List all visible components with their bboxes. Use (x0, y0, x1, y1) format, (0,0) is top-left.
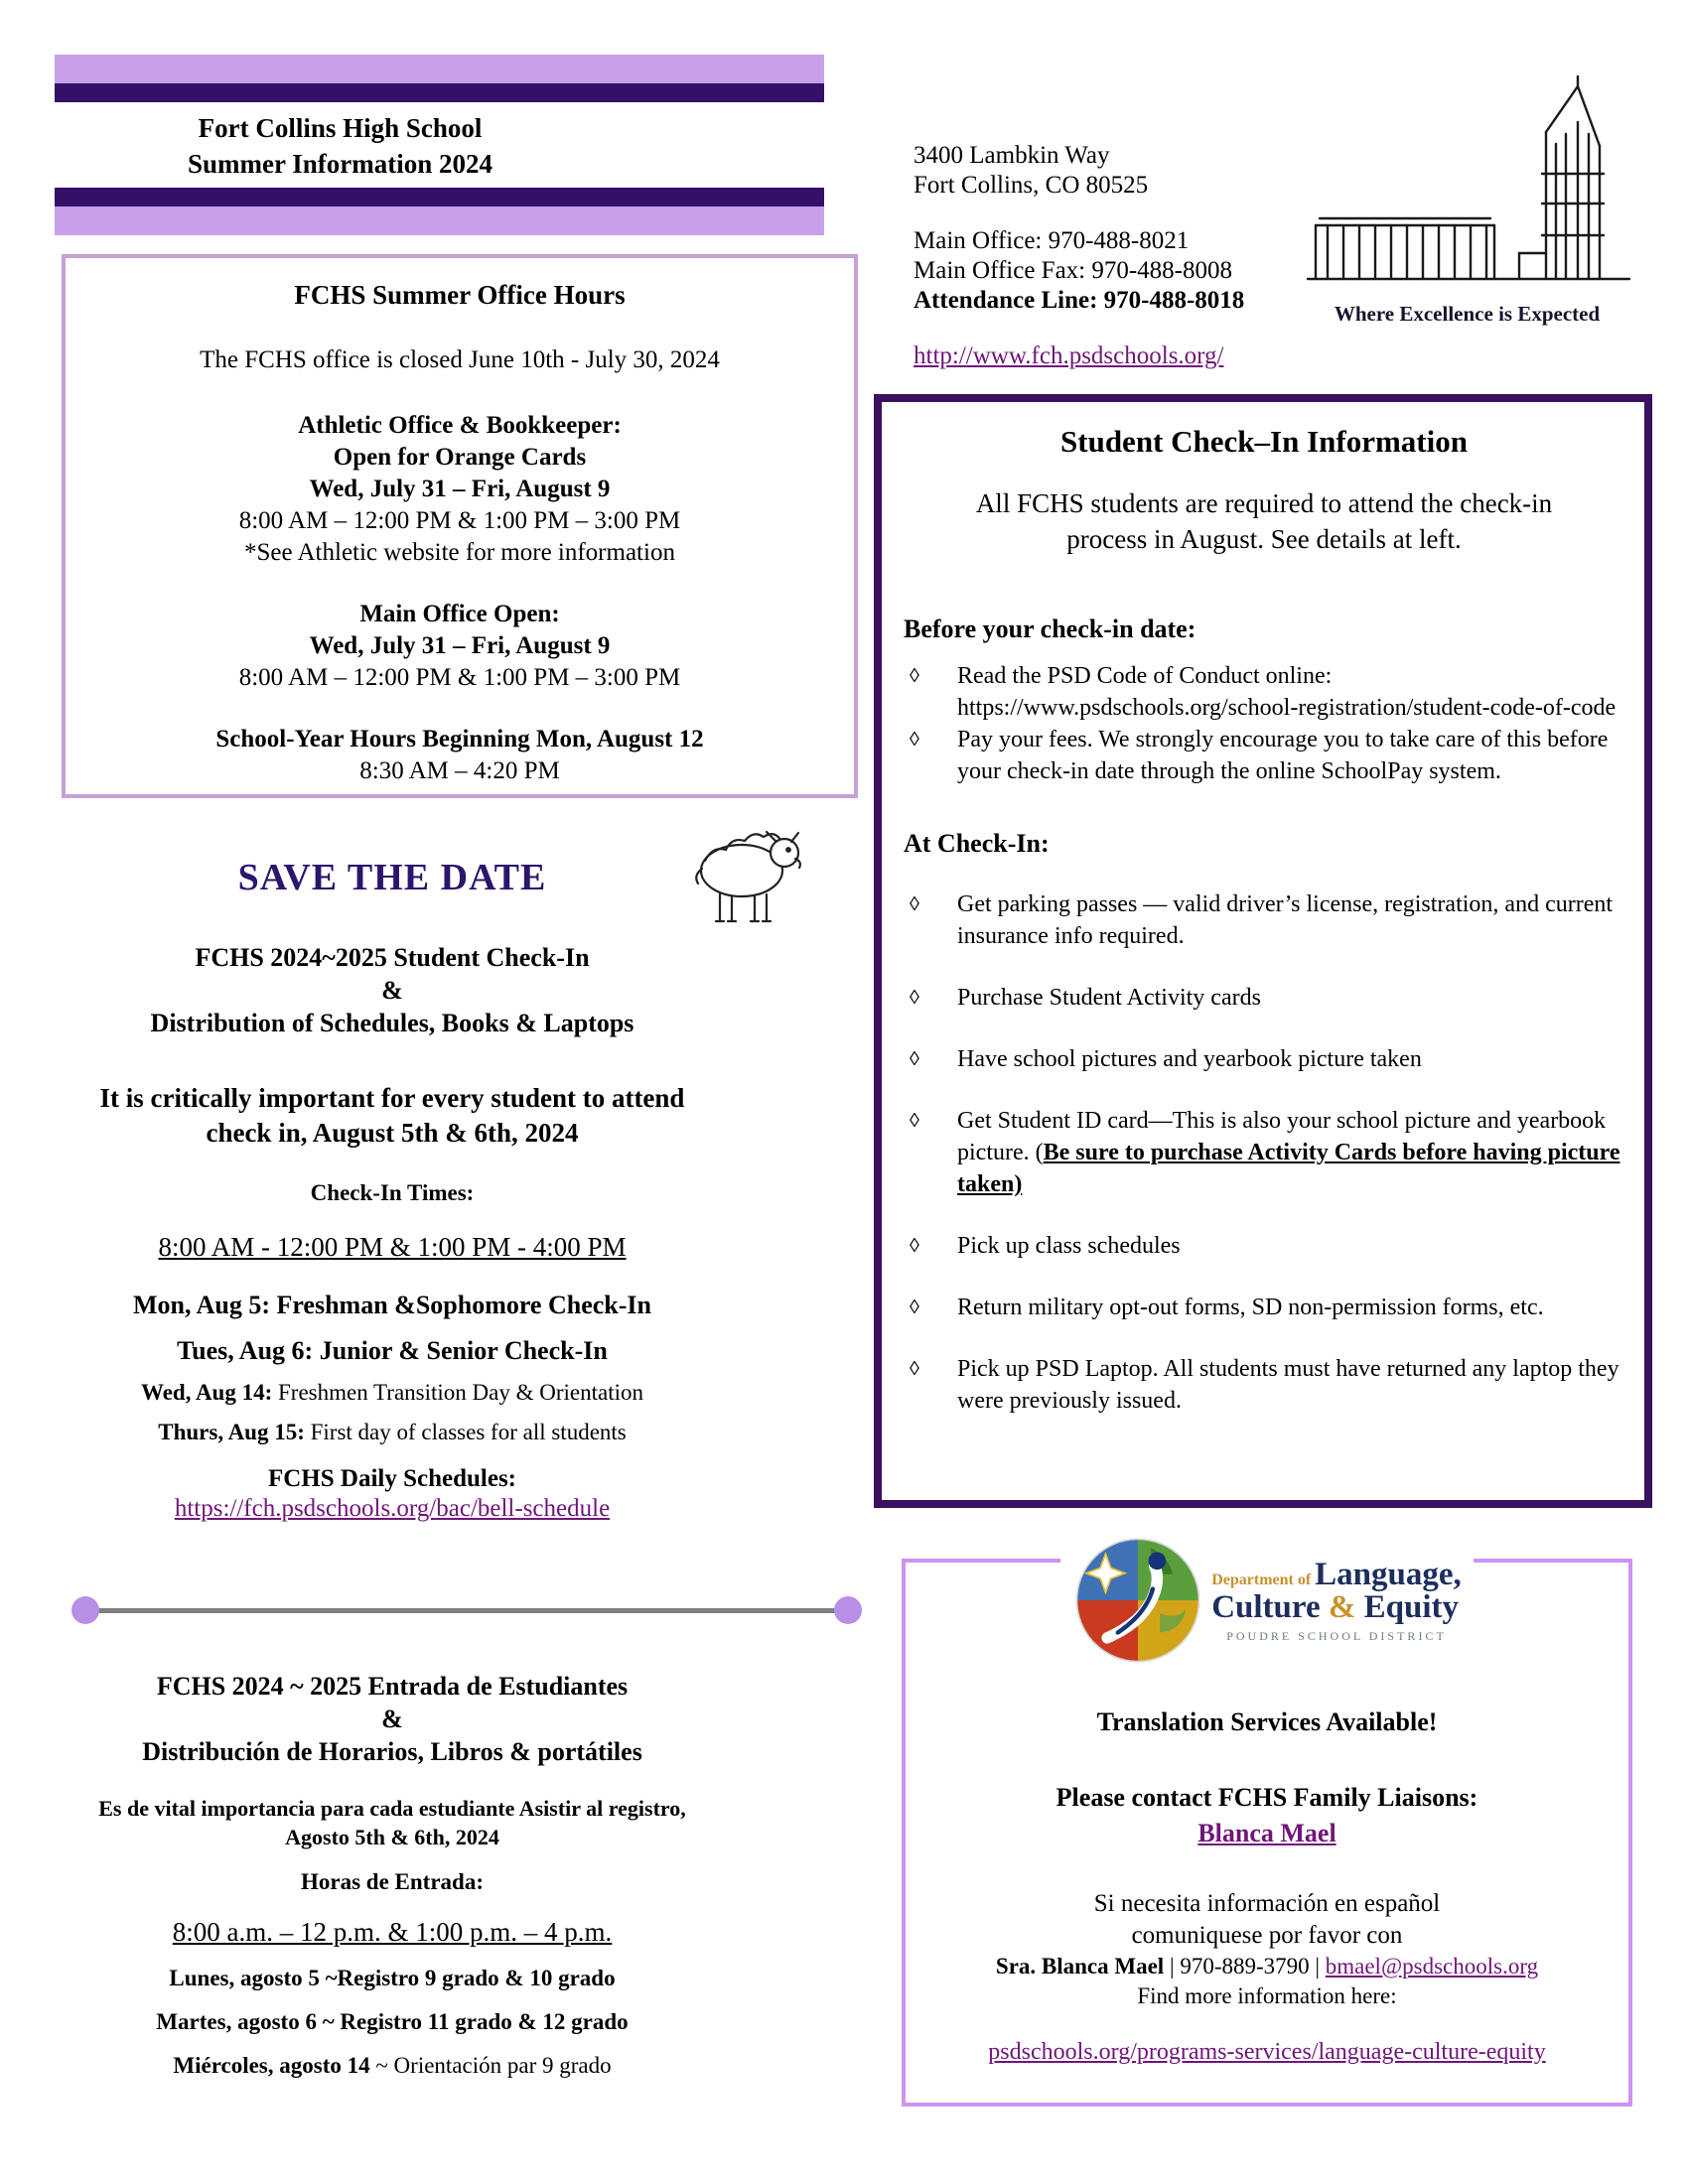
spanish-event-line1: FCHS 2024 ~ 2025 Entrada de Estudiantes (156, 1672, 629, 1701)
logo-word-equity: Equity (1355, 1589, 1459, 1625)
bullet-text: Purchase Student Activity cards (957, 985, 1261, 1011)
bullet-text-emphasis: Be sure to purchase Activity Cards before having picture taken) (957, 1140, 1620, 1197)
checkin-intro (904, 485, 1624, 557)
liaison-name: Sra. Blanca Mael (995, 1954, 1165, 1979)
logo-ampersand: & (1328, 1589, 1356, 1625)
list-item (904, 1043, 1624, 1075)
before-checkin-heading: Before your check-in date: (904, 614, 1196, 643)
main-office-heading: Main Office Open: (359, 601, 560, 627)
liaison-link-line (906, 1819, 1628, 1848)
checkin-intro-line1: All FCHS students are required to attend the check-in (975, 488, 1553, 518)
liaison-contact-line (906, 1952, 1628, 1981)
list-item (904, 1353, 1624, 1417)
diamond-bullet-icon: ◊ (910, 1110, 919, 1132)
spanish-info-line2: comuniquese por favor con (1131, 1922, 1403, 1949)
diamond-bullet-icon: ◊ (910, 665, 919, 687)
bullet-text: Pick up class schedules (957, 1233, 1181, 1259)
masthead-bar-light-bottom (55, 206, 824, 235)
lce-link-line (906, 2039, 1628, 2066)
checkin-times-label: Check-In Times: (310, 1180, 475, 1205)
athletic-office-heading: Athletic Office & Bookkeeper: (298, 412, 622, 439)
list-item (904, 1292, 1624, 1323)
checkin-box-title: Student Check–In Information (1060, 424, 1468, 459)
separator: | (1164, 1954, 1181, 1979)
thursday-label: Thurs, Aug 15: (158, 1420, 305, 1444)
spanish-wednesday-label: Miércoles, agosto 14 (173, 2053, 370, 2078)
diamond-bullet-icon: ◊ (910, 987, 919, 1009)
event-title-line1: FCHS 2024~2025 Student Check-In (195, 943, 590, 972)
list-item (904, 1230, 1624, 1262)
diamond-bullet-icon: ◊ (910, 1235, 919, 1257)
thursday-line (55, 1420, 730, 1445)
bullet-text: Have school pictures and yearbook picture taken (957, 1046, 1422, 1072)
masthead (55, 55, 824, 235)
page-title-line1: Fort Collins High School (198, 113, 483, 143)
fchs-tower-sketch-icon (1296, 74, 1638, 295)
checkin-intro-line2: process in August. See details at left. (1066, 524, 1462, 554)
section-divider (71, 1596, 862, 1624)
school-year-hours-heading: School-Year Hours Beginning Mon, August 12 (215, 726, 704, 752)
athletic-office-dates: Wed, July 31 – Fri, August 9 (309, 476, 611, 502)
divider-dot-right (834, 1596, 862, 1624)
bullet-text: Get parking passes — valid driver’s license, registration, and current insurance info required. (957, 891, 1614, 949)
spanish-important-line2: Agosto 5th & 6th, 2024 (285, 1825, 499, 1849)
language-culture-equity-logo (1060, 1535, 1474, 1666)
monday-checkin-line: Mon, Aug 5: Freshman &Sophomore Check-In (133, 1291, 651, 1319)
contact-block (914, 141, 1321, 371)
athletic-office-times: 8:00 AM – 12:00 PM & 1:00 PM – 3:00 PM (238, 507, 681, 534)
bell-schedule-link[interactable]: https://fch.psdschools.org/bac/bell-schedule (174, 1495, 611, 1522)
liaison-phone: 970-889-3790 (1180, 1954, 1310, 1979)
list-item (904, 1105, 1624, 1200)
spanish-important-note (55, 1794, 730, 1851)
athletic-office-line: Open for Orange Cards (333, 444, 587, 471)
event-title-amp: & (381, 976, 403, 1005)
bullet-text: Pay your fees. We strongly encourage you to take care of this before your check-in date through the online SchoolPay system. (957, 727, 1609, 784)
family-liaisons-heading: Please contact FCHS Family Liaisons: (1055, 1783, 1478, 1812)
liaison-email-link[interactable]: bmael@psdschools.org (1325, 1954, 1539, 1979)
tuesday-checkin-line: Tues, Aug 6: Junior & Senior Check-In (177, 1336, 608, 1365)
summer-office-hours-box (62, 254, 858, 798)
office-closed-note: The FCHS office is closed June 10th - July 30, 2024 (200, 346, 720, 373)
translation-services-box (902, 1559, 1632, 2107)
important-note-line2: check in, August 5th & 6th, 2024 (206, 1118, 579, 1148)
attendance-line: Attendance Line: 970-488-8018 (914, 287, 1245, 314)
student-checkin-info-box (874, 394, 1652, 1508)
main-office-phone: Main Office: 970-488-8021 (914, 227, 1190, 254)
list-item (904, 982, 1624, 1014)
athletic-website-note: *See Athletic website for more information (244, 539, 675, 566)
masthead-bar-dark-bottom (55, 188, 824, 206)
spanish-section (55, 1670, 730, 2079)
bullet-text-regular: Get Student ID card—This is also your school picture and yearbook picture. ( (957, 1108, 1607, 1165)
logo-word-culture: Culture (1211, 1589, 1329, 1625)
checkin-times-value: 8:00 AM - 12:00 PM & 1:00 PM - 4:00 PM (158, 1232, 627, 1262)
spanish-wednesday-line (55, 2053, 730, 2079)
spanish-monday-line: Lunes, agosto 5 ~Registro 9 grado & 10 grado (169, 1966, 616, 1990)
language-culture-equity-link[interactable]: psdschools.org/programs-services/language-culture-equity (988, 2039, 1546, 2065)
address-line2: Fort Collins, CO 80525 (914, 172, 1149, 199)
spanish-hours-label: Horas de Entrada: (301, 1869, 484, 1894)
spanish-important-line1: Es de vital importancia para cada estudiante Asistir al registro, (98, 1796, 686, 1821)
school-logo (1296, 74, 1638, 327)
main-office-times: 8:00 AM – 12:00 PM & 1:00 PM – 3:00 PM (238, 664, 681, 691)
spanish-event-amp: & (381, 1705, 403, 1733)
diamond-bullet-icon: ◊ (910, 1048, 919, 1070)
logo-dept-label: Department of (1211, 1571, 1312, 1588)
wednesday-line (55, 1380, 730, 1406)
at-checkin-list (904, 888, 1624, 1417)
school-website-link[interactable]: http://www.fch.psdschools.org/ (914, 342, 1224, 369)
main-office-dates: Wed, July 31 – Fri, August 9 (309, 632, 611, 659)
important-note (55, 1081, 730, 1151)
diamond-bullet-icon: ◊ (910, 893, 919, 915)
address-line1: 3400 Lambkin Way (914, 142, 1110, 169)
divider-dot-left (71, 1596, 99, 1624)
thursday-text: First day of classes for all students (304, 1420, 627, 1444)
spanish-event-line2: Distribución de Horarios, Libros & portátiles (142, 1737, 642, 1766)
spanish-hours-value: 8:00 a.m. – 12 p.m. & 1:00 p.m. – 4 p.m. (172, 1917, 613, 1947)
masthead-bar-dark-top (55, 83, 824, 102)
diamond-bullet-icon: ◊ (910, 1358, 919, 1380)
logo-word-language: Language, (1315, 1557, 1462, 1592)
daily-schedules-label: FCHS Daily Schedules: (267, 1465, 517, 1492)
save-the-date-heading: SAVE THE DATE (237, 857, 547, 898)
spanish-tuesday-line: Martes, agosto 6 ~ Registro 11 grado & 12 grado (156, 2009, 629, 2034)
wednesday-label: Wed, Aug 14: (140, 1380, 273, 1405)
list-item (904, 724, 1624, 787)
divider-line (83, 1608, 850, 1613)
lamb-sketch-icon (680, 809, 814, 933)
spanish-info-line1: Si necesita información en español (1093, 1890, 1441, 1917)
find-more-info-label: Find more information here: (1137, 1983, 1397, 2008)
main-office-fax: Main Office Fax: 970-488-8008 (914, 257, 1233, 284)
school-motto: Where Excellence is Expected (1334, 302, 1601, 326)
bullet-text: Pick up PSD Laptop. All students must have returned any laptop they were previously issued. (957, 1356, 1619, 1414)
spanish-info-note (906, 1888, 1628, 2011)
globe-icon (1072, 1535, 1203, 1666)
save-the-date-section (55, 856, 730, 1523)
masthead-bar-light-top (55, 55, 824, 83)
page-title-line2: Summer Information 2024 (188, 149, 492, 179)
school-year-hours-times: 8:30 AM – 4:20 PM (359, 757, 560, 784)
blanca-mael-link[interactable]: Blanca Mael (1197, 1819, 1336, 1847)
at-checkin-heading: At Check-In: (904, 829, 1050, 858)
wednesday-text: Freshmen Transition Day & Orientation (272, 1380, 643, 1405)
website-line (914, 341, 1321, 371)
bullet-text: Return military opt-out forms, SD non-permission forms, etc. (957, 1295, 1544, 1320)
before-checkin-list (904, 660, 1624, 787)
spanish-wednesday-text: ~ Orientación par 9 grado (369, 2053, 612, 2078)
event-title-line2: Distribution of Schedules, Books & Laptops (150, 1009, 634, 1037)
translation-services-heading: Translation Services Available! (1096, 1707, 1438, 1736)
diamond-bullet-icon: ◊ (910, 729, 919, 751)
daily-schedules-link-line (55, 1495, 730, 1523)
list-item (904, 660, 1624, 724)
spacer (914, 201, 1321, 226)
logo-district-label: POUDRE SCHOOL DISTRICT (1226, 1629, 1447, 1643)
office-hours-title: FCHS Summer Office Hours (294, 280, 626, 310)
important-note-line1: It is critically important for every student to attend (99, 1083, 685, 1113)
diamond-bullet-icon: ◊ (910, 1297, 919, 1318)
list-item (904, 888, 1624, 952)
bullet-text: Read the PSD Code of Conduct online: https://www.psdschools.org/school-registration/student-code-of-code (957, 663, 1617, 721)
logo-wordmark (1211, 1559, 1462, 1642)
bullet-text (957, 1105, 1624, 1200)
page-title (55, 102, 626, 188)
separator: | (1309, 1954, 1326, 1979)
